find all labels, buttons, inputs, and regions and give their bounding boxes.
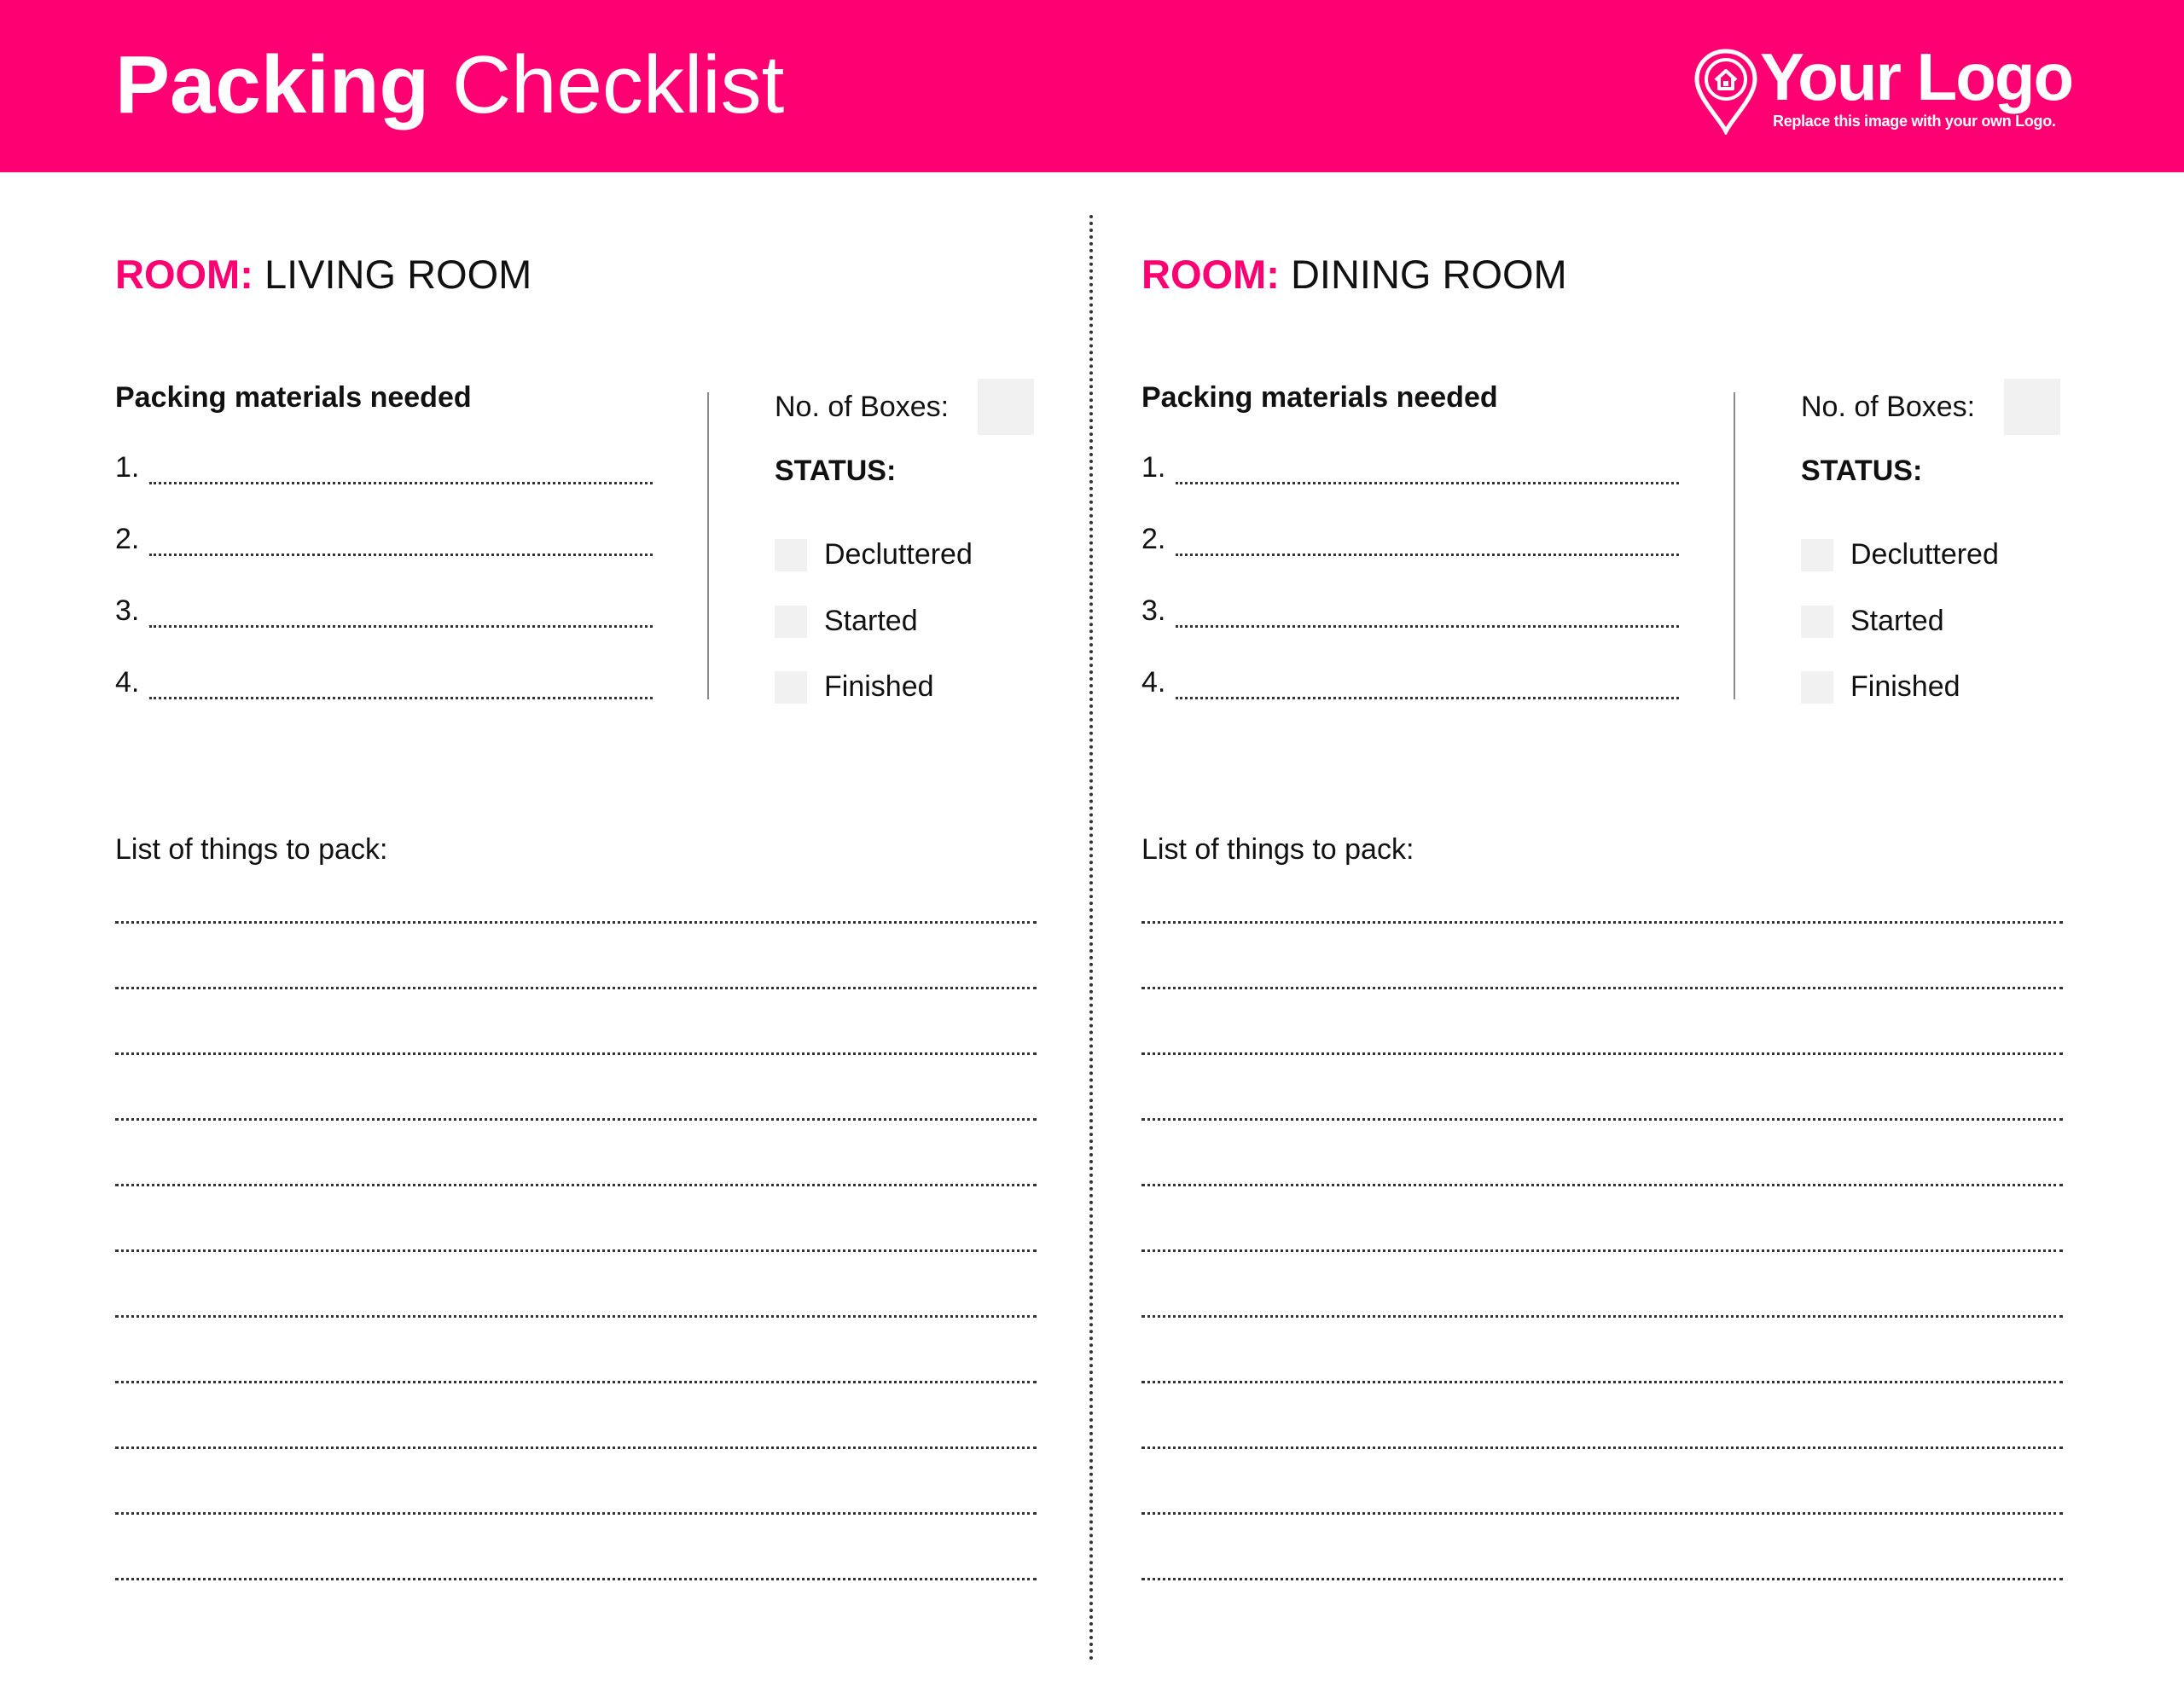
material-number: 2. bbox=[1141, 523, 1166, 555]
status-label: STATUS: bbox=[775, 455, 897, 487]
material-fill-line[interactable] bbox=[1176, 456, 1679, 484]
status-text: Started bbox=[824, 605, 918, 637]
boxes-label: No. of Boxes: bbox=[775, 391, 950, 423]
material-line[interactable] bbox=[115, 519, 653, 556]
pack-list-line[interactable] bbox=[1141, 1052, 2063, 1055]
pack-list-line[interactable] bbox=[115, 921, 1037, 924]
pack-list-line[interactable] bbox=[115, 1446, 1037, 1449]
pack-list-line[interactable] bbox=[1141, 1249, 2063, 1252]
pack-list-line[interactable] bbox=[115, 1315, 1037, 1318]
status-label: STATUS: bbox=[1801, 455, 1923, 487]
status-checkbox[interactable] bbox=[775, 671, 807, 704]
pack-list-line[interactable] bbox=[1141, 1315, 2063, 1318]
pack-list-line[interactable] bbox=[115, 1578, 1037, 1580]
material-fill-line[interactable] bbox=[1176, 528, 1679, 556]
material-line[interactable] bbox=[1141, 519, 1679, 556]
column-divider bbox=[1089, 215, 1093, 1661]
pack-list-line[interactable] bbox=[115, 1052, 1037, 1055]
pack-list-line[interactable] bbox=[1141, 1118, 2063, 1121]
material-number: 2. bbox=[115, 523, 140, 555]
logo-tagline: Replace this image with your own Logo. bbox=[1773, 113, 2056, 130]
material-fill-line[interactable] bbox=[149, 528, 653, 556]
pack-list-label: List of things to pack: bbox=[115, 833, 388, 866]
material-line[interactable] bbox=[115, 590, 653, 628]
pack-list-label: List of things to pack: bbox=[1141, 833, 1414, 866]
room-heading bbox=[1141, 249, 1567, 300]
material-number: 1. bbox=[115, 451, 140, 484]
material-fill-line[interactable] bbox=[1176, 671, 1679, 699]
material-fill-line[interactable] bbox=[149, 456, 653, 484]
pack-list-line[interactable] bbox=[115, 1381, 1037, 1383]
material-line[interactable] bbox=[1141, 590, 1679, 628]
pack-list-line[interactable] bbox=[1141, 1512, 2063, 1515]
status-checkbox[interactable] bbox=[775, 606, 807, 638]
status-text: Started bbox=[1850, 605, 1944, 637]
material-number: 4. bbox=[115, 666, 140, 699]
room-section-living-room bbox=[115, 0, 1054, 1687]
material-number: 3. bbox=[1141, 594, 1166, 627]
material-number: 3. bbox=[115, 594, 140, 627]
pack-list-line[interactable] bbox=[1141, 987, 2063, 989]
material-line[interactable] bbox=[1141, 662, 1679, 699]
material-line[interactable] bbox=[1141, 447, 1679, 484]
material-line[interactable] bbox=[115, 447, 653, 484]
room-label: ROOM: bbox=[115, 252, 253, 297]
vertical-separator bbox=[707, 392, 709, 699]
boxes-label: No. of Boxes: bbox=[1801, 391, 1976, 423]
status-checkbox[interactable] bbox=[1801, 539, 1833, 571]
material-number: 4. bbox=[1141, 666, 1166, 699]
material-fill-line[interactable] bbox=[149, 600, 653, 628]
title-bold: Packing bbox=[115, 39, 430, 130]
pack-list-line[interactable] bbox=[115, 987, 1037, 989]
pack-list-line[interactable] bbox=[115, 1118, 1037, 1121]
room-name: DINING ROOM bbox=[1290, 252, 1567, 297]
pack-list-line[interactable] bbox=[1141, 921, 2063, 924]
status-text: Decluttered bbox=[824, 538, 973, 571]
status-checkbox[interactable] bbox=[1801, 606, 1833, 638]
pack-list-line[interactable] bbox=[115, 1249, 1037, 1252]
room-name: LIVING ROOM bbox=[264, 252, 532, 297]
pack-list-line[interactable] bbox=[115, 1184, 1037, 1186]
status-text: Finished bbox=[824, 670, 934, 703]
status-checkbox[interactable] bbox=[775, 539, 807, 571]
room-label: ROOM: bbox=[1141, 252, 1280, 297]
room-heading bbox=[115, 249, 531, 300]
material-fill-line[interactable] bbox=[1176, 600, 1679, 628]
boxes-count-field[interactable] bbox=[2004, 379, 2060, 435]
status-text: Finished bbox=[1850, 670, 1960, 703]
material-fill-line[interactable] bbox=[149, 671, 653, 699]
logo-name: Your Logo bbox=[1760, 39, 2073, 114]
pack-list-line[interactable] bbox=[1141, 1446, 2063, 1449]
title-regular: Checklist bbox=[451, 39, 785, 130]
material-line[interactable] bbox=[115, 662, 653, 699]
pack-list-line[interactable] bbox=[1141, 1184, 2063, 1186]
pack-list-line[interactable] bbox=[1141, 1578, 2063, 1580]
materials-title: Packing materials needed bbox=[1141, 381, 1498, 414]
room-section-dining-room bbox=[1141, 0, 2080, 1687]
boxes-count-field[interactable] bbox=[978, 379, 1034, 435]
status-text: Decluttered bbox=[1850, 538, 1999, 571]
pack-list-line[interactable] bbox=[1141, 1381, 2063, 1383]
material-number: 1. bbox=[1141, 451, 1166, 484]
materials-title: Packing materials needed bbox=[115, 381, 472, 414]
vertical-separator bbox=[1734, 392, 1735, 699]
pack-list-line[interactable] bbox=[115, 1512, 1037, 1515]
status-checkbox[interactable] bbox=[1801, 671, 1833, 704]
